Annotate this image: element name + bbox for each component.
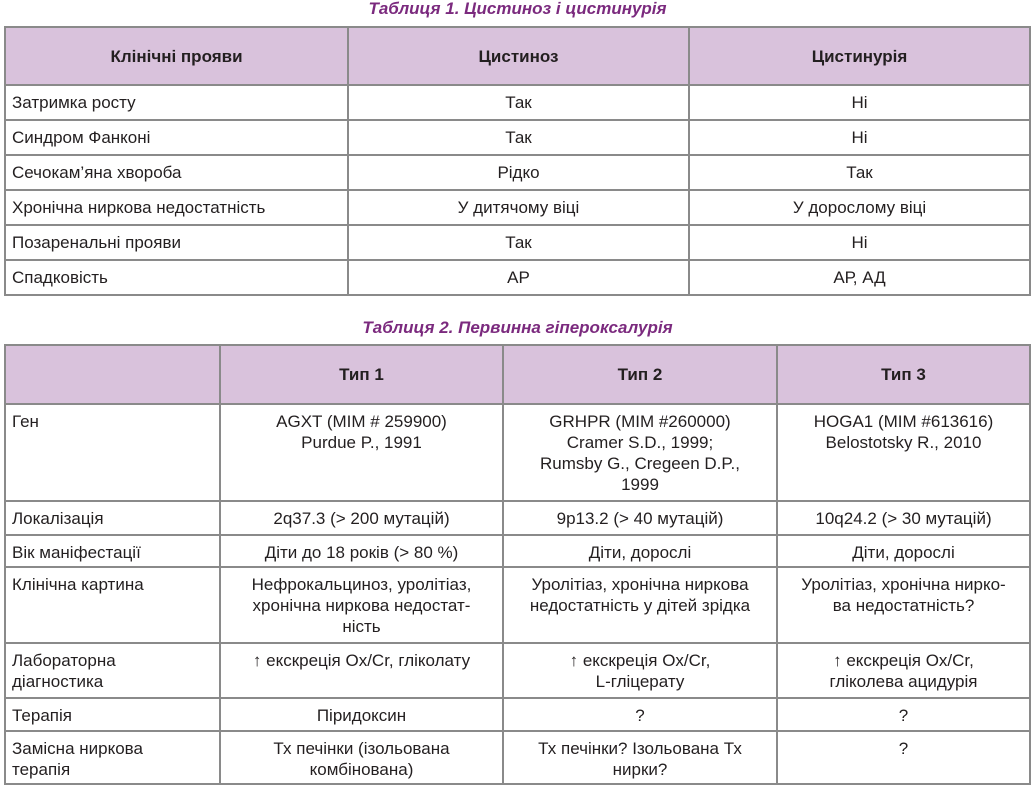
table-cell: Синдром Фанконі [5,120,348,155]
table-cell: Локалізація [5,501,220,535]
table-row [5,190,1030,225]
table1-header-cell: Цистинурія [689,27,1030,85]
table-cell: Рідко [348,155,689,190]
table2-header-cell: Тип 2 [503,345,777,404]
table-cell: Нефрокальциноз, уролітіаз, хронічна ниркова недостат- ність [220,567,503,643]
table-cell: 9p13.2 (> 40 мутацій) [503,501,777,535]
table2-header-cell: Тип 3 [777,345,1030,404]
table1-cystinosis [4,26,1031,296]
table-row [5,643,1030,698]
table-cell: Ген [5,404,220,501]
table-row [5,698,1030,731]
table-cell: GRHPR (MIM #260000) Cramer S.D., 1999; Rumsby G., Cregeen D.P., 1999 [503,404,777,501]
table-cell: ? [777,698,1030,731]
table-cell: Так [348,120,689,155]
table-cell: Тх печінки? Ізольована Тх нирки? [503,731,777,784]
table-cell: ↑ екскреція Ox/Cr, гліколату [220,643,503,698]
table-cell: Замісна ниркова терапія [5,731,220,784]
table-cell: Ні [689,225,1030,260]
table-row [5,120,1030,155]
table-cell: Так [348,85,689,120]
table-cell: Піридоксин [220,698,503,731]
table2-caption: Таблиця 2. Первинна гіпероксалурія [362,318,673,337]
table-cell: Затримка росту [5,85,348,120]
table-cell: HOGA1 (MIM #613616) Belostotsky R., 2010 [777,404,1030,501]
table2-header-cell: Тип 1 [220,345,503,404]
table-cell: ? [777,731,1030,784]
table-cell: Спадковість [5,260,348,295]
table1-header-cell: Цистиноз [348,27,689,85]
table2-header-cell [5,345,220,404]
table-row [5,260,1030,295]
table-cell: Діти, дорослі [503,535,777,567]
table-cell: Терапія [5,698,220,731]
table-cell: Ні [689,85,1030,120]
table-cell: Вік маніфестації [5,535,220,567]
table-cell: Так [348,225,689,260]
table2-header-row [5,345,1030,404]
table-row [5,567,1030,643]
table-cell: АР, АД [689,260,1030,295]
table-cell: У дорослому віці [689,190,1030,225]
table-cell: ↑ екскреція Ox/Cr, гліколева ацидурія [777,643,1030,698]
table-cell: Хронічна ниркова недостатність [5,190,348,225]
table-cell: Лабораторна діагностика [5,643,220,698]
table-row [5,404,1030,501]
table-cell: AGXT (MIM # 259900) Purdue P., 1991 [220,404,503,501]
table-cell: Позаренальні прояви [5,225,348,260]
table-cell: Уролітіаз, хронічна ниркова недостатність у дітей зрідка [503,567,777,643]
table-cell: АР [348,260,689,295]
table-row [5,155,1030,190]
table-row [5,501,1030,535]
table1-header-cell: Клінічні прояви [5,27,348,85]
table-cell: Сечокам’яна хвороба [5,155,348,190]
table1-caption: Таблиця 1. Цистиноз і цистинурія [368,0,667,18]
table-cell: Ні [689,120,1030,155]
table-cell: 2q37.3 (> 200 мутацій) [220,501,503,535]
table-row [5,85,1030,120]
table-cell: У дитячому віці [348,190,689,225]
table-cell: Діти до 18 років (> 80 %) [220,535,503,567]
table-cell: Діти, дорослі [777,535,1030,567]
table1-header-row [5,27,1030,85]
table-cell: Тх печінки (ізольована комбінована) [220,731,503,784]
table-cell: 10q24.2 (> 30 мутацій) [777,501,1030,535]
table-cell: Так [689,155,1030,190]
table-row [5,731,1030,784]
table-row [5,535,1030,567]
table-cell: ? [503,698,777,731]
table-cell: Клінічна картина [5,567,220,643]
table-cell: ↑ екскреція Ox/Cr, L-гліцерату [503,643,777,698]
table-cell: Уролітіаз, хронічна нирко- ва недостатність? [777,567,1030,643]
table-row [5,225,1030,260]
table2-hyperoxaluria [4,344,1031,785]
